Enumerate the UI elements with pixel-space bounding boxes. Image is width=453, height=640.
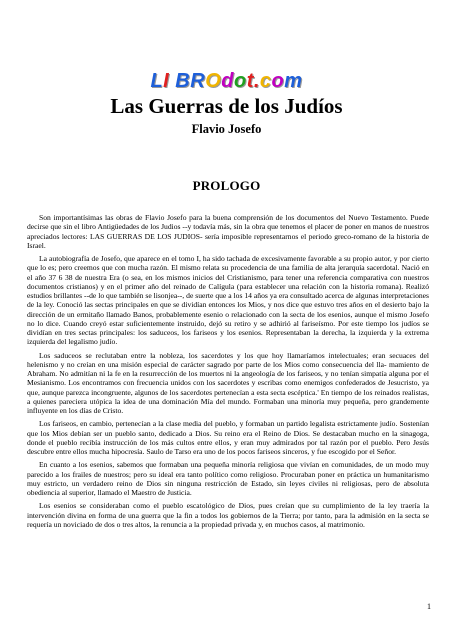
paragraph: Son importantísimas las obras de Flavio Josefo para la buena comprensión de los documentos del Nuevo Testamento. Puede decirse que sin el libro Antigüedades de los Judios --y todavía más, sin la obra que tenemos el placer de poner en manos de nuestros apreciados lectores: LAS GUERRAS DE LOS JUDIOS- sería imposible representarnos el periodo greco-romano de la historia de Israel. bbox=[27, 213, 429, 250]
logo-letter: o bbox=[271, 70, 285, 92]
librodot-logo bbox=[0, 70, 453, 93]
logo-letter: L bbox=[150, 70, 164, 92]
paragraph: La autobiografía de Josefo, que aparece en el tomo I, ha sido tachada de excesivamente favorable a su propio autor, y por cierto que lo es; pero creemos que con mucha razón. El mismo relata su procedencia de una familia de alta jerarquía sacerdotal. Nació en el año 37 6 38 de nuestra Era (o sea, en los mismos inicios del Cristianismo, para tener una referencia comparativa con nuestros documentos cristianos) y en el primer año del reinado de Calígula (para establecer una relación con la historia romana). Realizó estudios brillantes --de lo que también se lisonjea--, de suerte que a los 14 años ya era consultado acerca de algunas interpretaciones de la ley. Conoció las sectas principales en que se dividían entonces los Mios, y nos dice que estuvo tres años en el desierto bajo la dirección de un ermitaño llamado Banos, probablemente esenio o relacionado con la secta de los esenios, aunque el mismo Josefo no lo dice. Cuando creyó estar suficientemente instruido, dejó su retiro y se adhirió al fariseísmo. Por este tiempo los judíos se dividían en tres sectas principales: los saduceos, los fariseos y los esenios. Representaban la derecha, la izquierda y la extrema izquierda del legalismo judío. bbox=[27, 254, 429, 347]
logo-letter: I bbox=[163, 70, 170, 92]
section-heading: PROLOGO bbox=[192, 178, 261, 193]
logo-letter: t bbox=[246, 70, 254, 92]
paragraph: Los fariseos, en cambio, pertenecían a la clase media del pueblo, y formaban un partido legalista estrictamente judío. Sostenían que los Mios debían ser un pueblo santo, dedicado a Dios. Su reino era el Reino de Dios. Se destacaban mucho en la sinagoga, donde el pueblo recibía instrucción de los más cultos entre ellos, y eran muy admirados por tal razón por el pueblo. Pero Jesús descubre entre ellos mucha hipocresía. Saulo de Tarso era uno de los pocos fariseos sinceros, y fue escogido por el Señor. bbox=[27, 419, 429, 456]
paragraph: Los saduceos se reclutaban entre la nobleza, los sacerdotes y los que hoy llamaríamos intelectuales; eran secuaces del helenismo y no creían en una misión especial de carácter sagrado por parte de los Mios como consecuencia del lla- mamiento de Abraham. No admitían ni la fe en la resurrección de los muertos ni la angeología de los fariseos, y no tenían simpatía alguna por el Mesianismo. Los encontramos con frecuencia unidos con los sacerdotes y escribas como enemigos confederados de Jesucristo, ya que, aunque parezca incongruente, algunos de los sacerdotes pertenecían a esta secta escéptica.' En tiempo de los reinados realistas, a quienes pareciera utópica la idea de una dominación Mía del mundo. Formaban una minoría muy pequeña, pero grandemente influyente en los días de Cristo. bbox=[27, 350, 429, 415]
paragraph: Los esenios se consideraban como el pueblo escatológico de Dios, pues creían que su cumplimiento de la ley traería la intervención divina en forma de una guerra que la fin a todos los gobiernos de la Tierra; por tanto, para la admisión en la secta se requería un noviciado de dos o tres altos, la renuncia a la propiedad privada y, en muchos casos, al matrimonio. bbox=[27, 501, 429, 529]
logo-letter: B bbox=[175, 70, 191, 92]
logo-letter: O bbox=[205, 70, 222, 92]
logo-letter: d bbox=[221, 70, 234, 92]
author-name: Flavio Josefo bbox=[191, 122, 262, 136]
paragraph: En cuanto a los esenios, sabemos que formaban una pequeña minoría religiosa que vivían en comunidades, de un modo muy parecido a los frailes de nuestros; pero su ideal era tanto político como religioso. Procuraban poner en práctica un humanitarismo muy estricto, un verdadero reino de Dios sin ninguna restricción de Estado, sin leyes civiles ni religiosas, pero de absoluta obediencia al superior, llamado el Maestro de Justicia. bbox=[27, 460, 429, 497]
page-number: 1 bbox=[427, 602, 431, 611]
book-title: Las Guerras de los Judíos bbox=[110, 94, 343, 118]
logo-letter: c bbox=[259, 70, 272, 92]
logo-letter: . bbox=[253, 70, 260, 92]
logo-letter: m bbox=[284, 70, 303, 92]
body-text bbox=[27, 213, 429, 533]
logo-letter: o bbox=[233, 70, 247, 92]
logo-letter: R bbox=[190, 70, 206, 92]
